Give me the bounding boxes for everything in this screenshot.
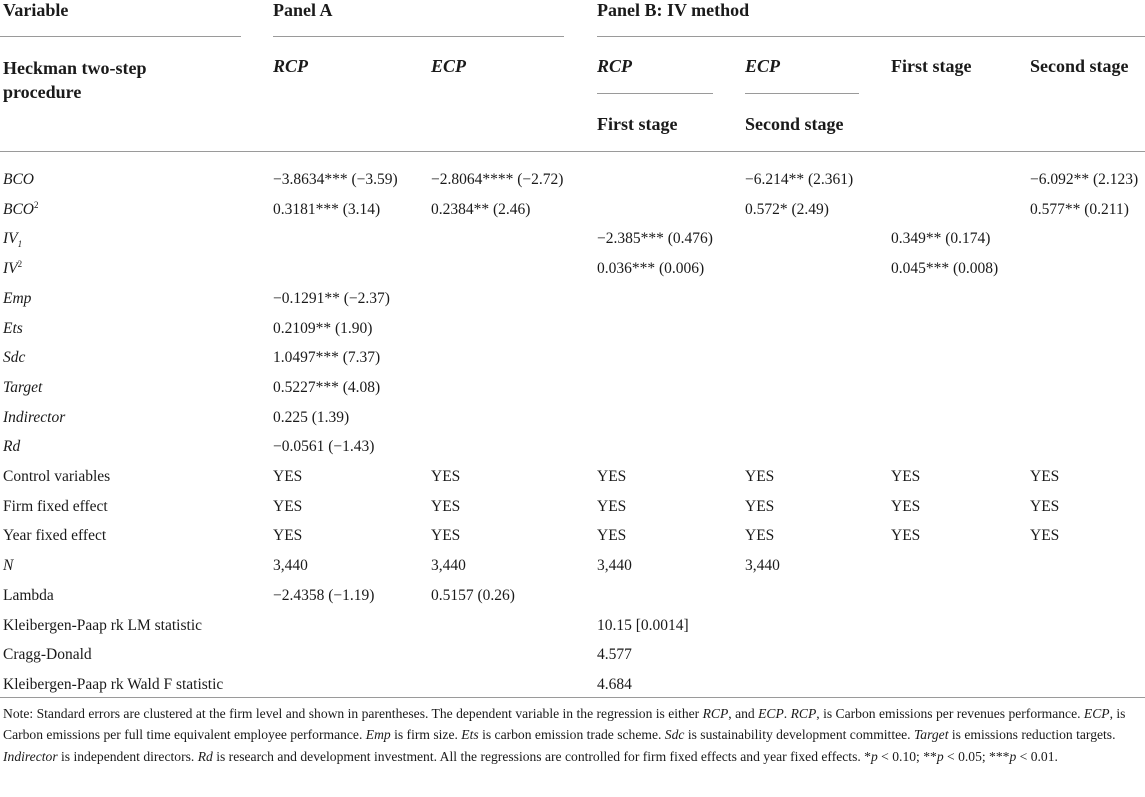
note-italic: p — [870, 748, 878, 764]
note-text: . — [783, 706, 791, 721]
note-italic: Sdc — [664, 727, 685, 743]
row-label — [3, 676, 223, 694]
table-cell: YES — [1030, 498, 1060, 515]
row-label — [3, 320, 23, 338]
note-italic: RCP — [702, 706, 729, 721]
header-rule-rcp-b — [597, 93, 713, 94]
note-italic: Indirector — [3, 748, 58, 764]
table-cell: 0.577** (0.211) — [1030, 201, 1129, 218]
note-italic: Ets — [461, 727, 479, 743]
row-label — [3, 527, 106, 545]
row-label-superscript: 2 — [34, 199, 39, 210]
header-rule-panel-b — [597, 36, 1145, 37]
row-label-text: IV — [3, 260, 18, 277]
table-cell: YES — [273, 468, 303, 485]
note-text: is research and development investment. All the regressions are controlled for firm fixed effects and year fixed effects. * — [212, 748, 871, 764]
note-italic: Target — [913, 727, 949, 743]
row-label — [3, 468, 110, 486]
row-label — [3, 409, 65, 427]
table-cell: 0.3181*** (3.14) — [273, 201, 381, 218]
row-label-text: Kleibergen-Paap rk Wald F statistic — [3, 676, 224, 693]
row-label — [3, 379, 42, 397]
note-italic: p — [1009, 748, 1017, 764]
row-label-text: Cragg-Donald — [3, 646, 92, 663]
header-rcp-a: RCP — [273, 56, 309, 76]
row-label-subscript: 1 — [17, 239, 23, 250]
row-label — [3, 201, 39, 219]
note-text: is firm size. — [390, 727, 462, 743]
row-label — [3, 587, 54, 605]
row-label — [3, 646, 92, 664]
row-label-text: BCO — [3, 201, 34, 218]
row-label — [3, 290, 31, 308]
table-cell: 3,440 — [745, 557, 780, 574]
header-second-stage-sub: Second stage — [745, 114, 844, 134]
table-cell: 0.2384** (2.46) — [431, 201, 531, 218]
table-cell: −6.214** (2.361) — [745, 171, 854, 188]
row-label — [3, 617, 202, 635]
table-cell: −2.385*** (0.476) — [597, 230, 713, 247]
row-label-text: N — [3, 557, 14, 574]
note-italic: Emp — [365, 727, 391, 743]
row-label-text: Indirector — [3, 409, 66, 426]
table-cell: 0.036*** (0.006) — [597, 260, 705, 277]
table-cell: YES — [597, 527, 627, 544]
header-heckman: Heckman two-step procedure — [3, 58, 147, 102]
note-italic: ECP — [1083, 706, 1110, 721]
table-cell: YES — [597, 468, 627, 485]
header-second-stage: Second stage — [1030, 56, 1129, 76]
table-cell: YES — [891, 498, 921, 515]
table-cell: −6.092** (2.123) — [1030, 171, 1139, 188]
row-label-text: Target — [3, 379, 43, 396]
table-cell: −0.0561 (−1.43) — [273, 438, 375, 455]
note-italic: p — [936, 748, 944, 764]
row-label-text: Kleibergen-Paap rk LM statistic — [3, 617, 203, 634]
header-variable: Variable — [3, 0, 69, 20]
table-cell: YES — [745, 468, 775, 485]
table-cell: −2.4358 (−1.19) — [273, 587, 375, 604]
note-text: < 0.10; ** — [877, 748, 937, 764]
table-cell: 0.572* (2.49) — [745, 201, 829, 218]
table-cell: YES — [1030, 468, 1060, 485]
header-rule-variable — [0, 36, 241, 37]
row-label-superscript: 2 — [17, 258, 23, 269]
table-cell: 0.349** (0.174) — [891, 230, 991, 247]
table-cell: 1.0497*** (7.37) — [273, 349, 381, 366]
table-cell: 0.2109** (1.90) — [273, 320, 373, 337]
row-label — [3, 498, 108, 516]
row-label-text: Lambda — [3, 587, 54, 604]
table-cell: YES — [891, 527, 921, 544]
row-label — [3, 349, 25, 367]
note-text: is emissions reduction targets. — [948, 727, 1116, 743]
row-label-text: Ets — [3, 320, 23, 337]
note-text: is carbon emission trade scheme. — [478, 727, 665, 743]
table-cell: −2.8064**** (−2.72) — [431, 171, 564, 188]
row-label-text: Firm fixed effect — [3, 498, 108, 515]
table-cell: 3,440 — [431, 557, 466, 574]
note-italic: Rd — [197, 748, 213, 764]
table-cell: YES — [431, 468, 461, 485]
note-text: < 0.01. — [1016, 748, 1058, 764]
row-label — [3, 260, 22, 278]
header-ecp-b: ECP — [745, 56, 781, 76]
table-cell: YES — [745, 498, 775, 515]
table-cell: −3.8634*** (−3.59) — [273, 171, 398, 188]
note-text: , is Carbon emissions per revenues performance. — [816, 706, 1084, 721]
table-cell: YES — [745, 527, 775, 544]
note-text: is sustainability development committee. — [684, 727, 914, 743]
row-label-text: Control variables — [3, 468, 111, 485]
table-cell: YES — [273, 527, 303, 544]
note-text: < 0.05; *** — [943, 748, 1010, 764]
table-cell: 3,440 — [273, 557, 308, 574]
row-label — [3, 438, 20, 456]
table-cell: 0.5157 (0.26) — [431, 587, 515, 604]
row-label — [3, 171, 34, 189]
table-cell: YES — [891, 468, 921, 485]
table-cell: YES — [273, 498, 303, 515]
row-label — [3, 230, 22, 248]
table-cell: 0.045*** (0.008) — [891, 260, 999, 277]
row-label — [3, 557, 13, 575]
row-label-text: Year fixed effect — [3, 527, 107, 544]
table-cell: 10.15 [0.0014] — [597, 617, 689, 634]
header-ecp-a: ECP — [431, 56, 467, 76]
table-cell: YES — [431, 498, 461, 515]
header-bottom-rule — [0, 151, 1145, 152]
header-rcp-b: RCP — [597, 56, 633, 76]
table-cell: 4.684 — [597, 676, 632, 693]
header-rule-ecp-b — [745, 93, 859, 94]
row-label-text: BCO — [3, 171, 34, 188]
table-cell: 0.5227*** (4.08) — [273, 379, 381, 396]
header-panel-b: Panel B: IV method — [597, 0, 750, 20]
table-cell: YES — [597, 498, 627, 515]
table-cell: 3,440 — [597, 557, 632, 574]
table-cell: YES — [431, 527, 461, 544]
table-cell: −0.1291** (−2.37) — [273, 290, 390, 307]
header-first-stage: First stage — [891, 56, 972, 76]
header-rule-panel-a — [273, 36, 564, 37]
row-label-text: Emp — [3, 290, 32, 307]
header-first-stage-sub: First stage — [597, 114, 678, 134]
note-text: , is Carbon emissions per full time equivalent employee performance. — [3, 706, 1126, 743]
row-label-text: Sdc — [3, 349, 26, 366]
table-bottom-rule — [0, 697, 1145, 698]
table-cell: 4.577 — [597, 646, 632, 663]
row-label-text: Rd — [3, 438, 21, 455]
note-text: is independent directors. — [57, 748, 198, 764]
table-cell: YES — [1030, 527, 1060, 544]
note-text: , and — [728, 706, 759, 721]
table-cell: 0.225 (1.39) — [273, 409, 350, 426]
note-italic: RCP — [790, 706, 817, 721]
table-note — [3, 703, 1143, 767]
row-label-text: IV — [3, 230, 18, 247]
header-panel-a: Panel A — [273, 0, 333, 20]
note-italic: ECP — [758, 706, 784, 721]
note-text: Note: Standard errors are clustered at the firm level and shown in parentheses. The dependent variable in the regression is either — [3, 706, 703, 721]
